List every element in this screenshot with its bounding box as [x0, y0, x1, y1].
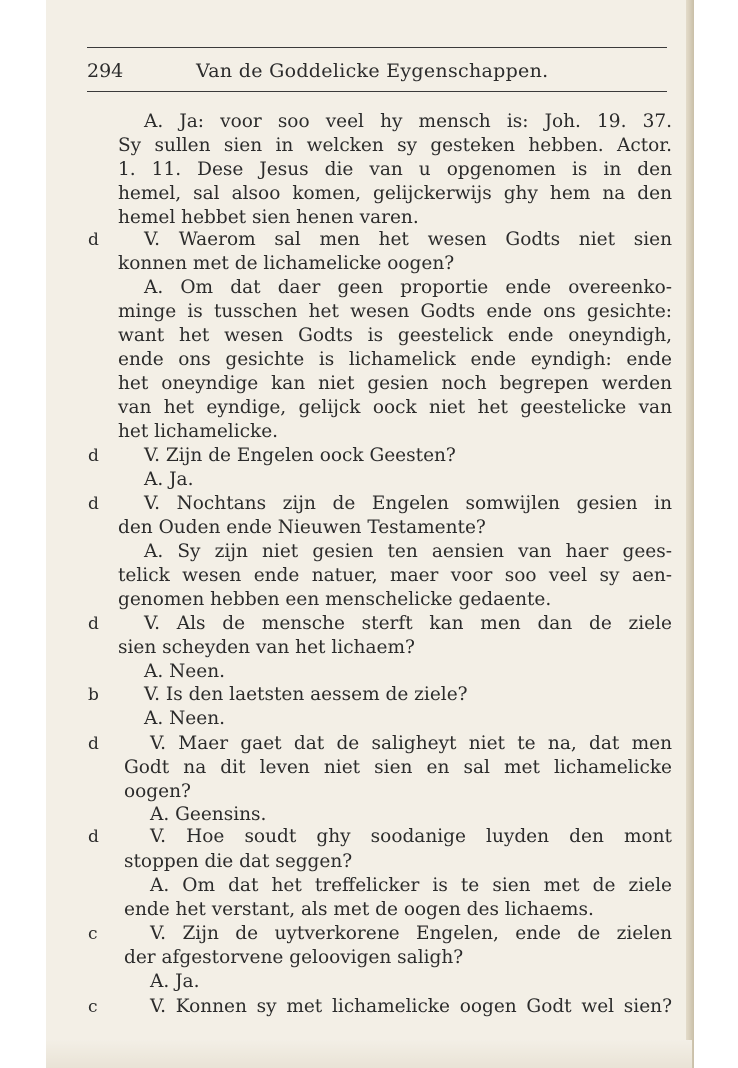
text-line: genomen hebben een menschelicke gedaente. — [118, 589, 552, 610]
header-top-rule — [87, 47, 667, 48]
margin-marker: b — [88, 685, 99, 705]
text-line: A. Om dat daer geen proportie ende overeenko- — [144, 277, 672, 298]
text-line: V. Is den laetsten aessem de ziele? — [144, 684, 468, 705]
text-line: het oneyndige kan niet gesien noch begrepen werden — [118, 373, 672, 394]
margin-marker: d — [88, 230, 99, 250]
margin-marker: d — [88, 446, 99, 466]
text-line: van het eyndige, gelijck oock niet het geestelicke van — [118, 397, 672, 418]
text-line: V. Zijn de uytverkorene Engelen, ende de zielen — [150, 923, 672, 944]
text-line: Sy sullen sien in welcken sy gesteken hebben. Actor. — [118, 135, 672, 156]
text-line: ende het verstant, als met de oogen des lichaems. — [124, 899, 594, 920]
text-line: der afgestorvene geloovigen saligh? — [124, 947, 464, 968]
margin-marker: d — [88, 494, 99, 514]
text-line: A. Ja. — [150, 971, 200, 992]
page-bottom-shadow — [46, 1040, 692, 1068]
text-line: A. Neen. — [144, 708, 226, 729]
text-line: den Ouden ende Nieuwen Testamente? — [118, 517, 486, 538]
text-line: A. Ja. — [144, 469, 194, 490]
page-number: 294 — [87, 60, 124, 82]
text-line: A. Om dat het treffelicker is te sien met de ziele — [150, 875, 672, 896]
text-line: stoppen die dat seggen? — [124, 851, 353, 872]
text-line: Godt na dit leven niet sien en sal met lichamelicke — [124, 757, 672, 778]
text-line: telick wesen ende natuer, maer voor soo veel sy aen- — [118, 565, 672, 586]
text-line: hemel, sal alsoo komen, gelijckerwijs ghy hem na den — [118, 183, 672, 204]
text-line: A. Geensins. — [150, 804, 267, 825]
header-bottom-rule — [87, 91, 667, 92]
text-line: minge is tusschen het wesen Godts ende ons gesichte: — [118, 301, 672, 322]
margin-marker: c — [88, 997, 98, 1017]
text-line: V. Nochtans zijn de Engelen somwijlen gesien in — [144, 493, 672, 514]
margin-marker: d — [88, 614, 99, 634]
text-line: V. Konnen sy met lichamelicke oogen Godt wel sien? — [150, 996, 672, 1017]
text-line: V. Hoe soudt ghy soodanige luyden den mont — [150, 826, 672, 847]
text-line: V. Zijn de Engelen oock Geesten? — [144, 445, 456, 466]
margin-marker: c — [88, 924, 98, 944]
running-header — [87, 56, 667, 84]
margin-marker: d — [88, 734, 99, 754]
running-title: Van de Goddelicke Eygenschappen. — [196, 60, 549, 82]
text-line: A. Sy zijn niet gesien ten aensien van haer gees- — [144, 541, 672, 562]
text-line: A. Ja: voor soo veel hy mensch is: Joh. 19. 37. — [144, 111, 672, 132]
text-line: het lichamelicke. — [118, 421, 279, 442]
text-line: konnen met de lichamelicke oogen? — [118, 253, 455, 274]
text-line: V. Als de mensche sterft kan men dan de ziele — [144, 613, 672, 634]
text-line: 1. 11. Dese Jesus die van u opgenomen is in den — [118, 159, 672, 180]
text-line: sien scheyden van het lichaem? — [118, 637, 415, 658]
text-line: want het wesen Godts is geestelick ende oneyndigh, — [118, 325, 672, 346]
text-line: oogen? — [124, 781, 191, 802]
text-line: V. Waerom sal men het wesen Godts niet sien — [144, 229, 672, 250]
text-line: V. Maer gaet dat de saligheyt niet te na, dat men — [150, 733, 672, 754]
text-line: A. Neen. — [144, 661, 226, 682]
margin-marker: d — [88, 827, 99, 847]
text-line: hemel hebbet sien henen varen. — [118, 207, 419, 228]
text-line: ende ons gesichte is lichamelick ende eyndigh: ende — [118, 349, 672, 370]
page-edge — [686, 0, 694, 1068]
